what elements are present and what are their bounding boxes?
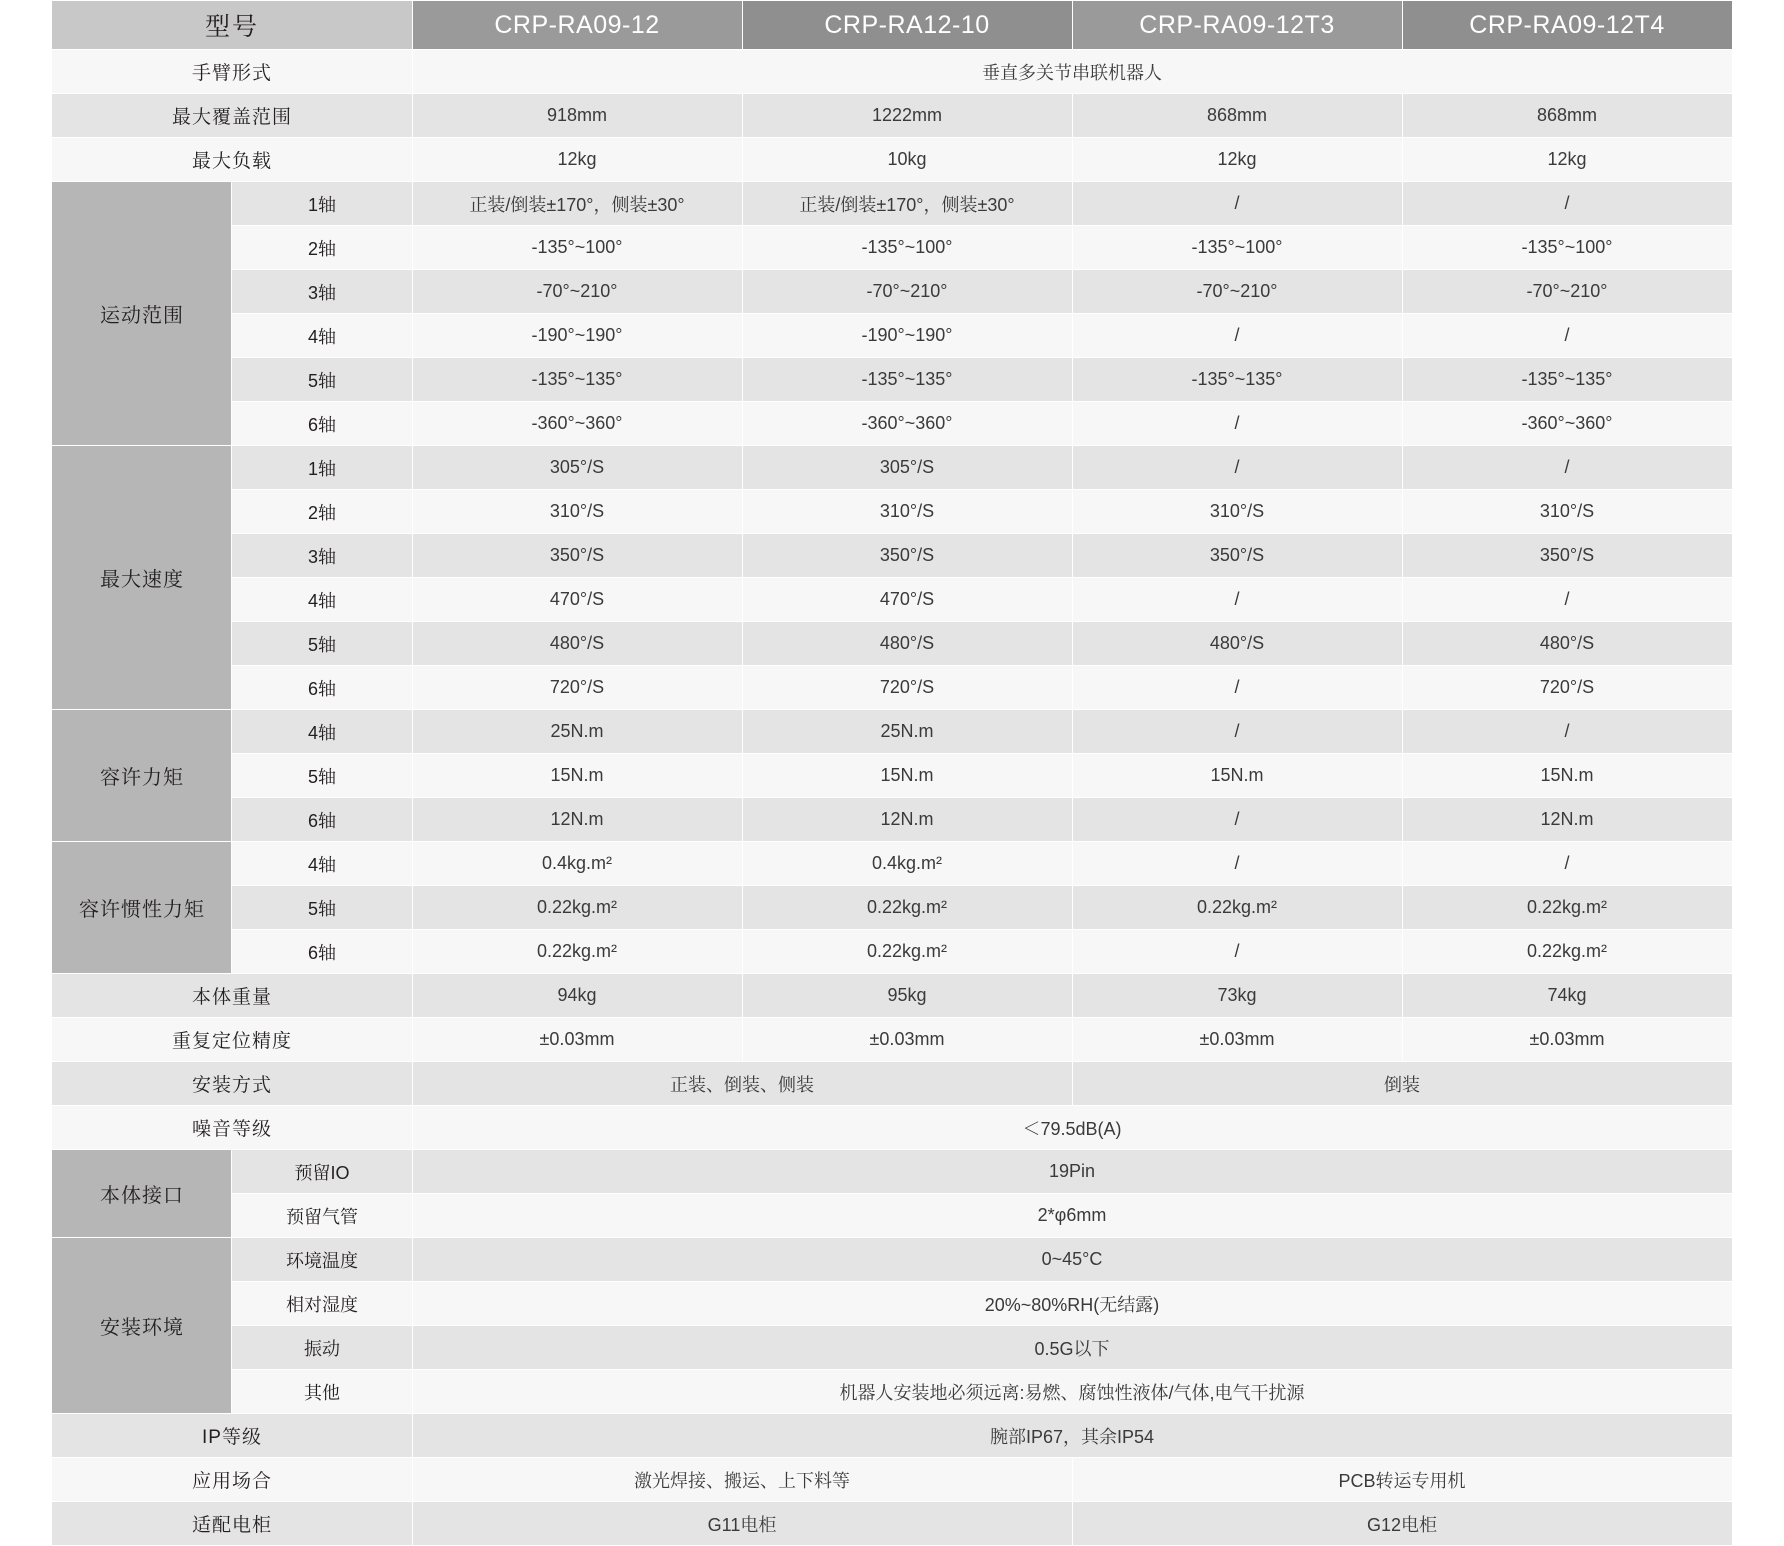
group-label-body-interface: 本体接口 <box>52 1150 232 1238</box>
value-motion-a6-m1: -360°~360° <box>412 402 742 446</box>
table-row <box>52 270 1732 314</box>
value-torque-a6-m4: 12N.m <box>1402 798 1732 842</box>
value-inertia-a5-m1: 0.22kg.m² <box>412 886 742 930</box>
value-motion-a3-m4: -70°~210° <box>1402 270 1732 314</box>
table-row <box>52 1062 1732 1106</box>
value-repeatability-1: ±0.03mm <box>412 1018 742 1062</box>
value-motion-a1-m4: / <box>1402 182 1732 226</box>
value-torque-a5-m2: 15N.m <box>742 754 1072 798</box>
value-motion-a4-m1: -190°~190° <box>412 314 742 358</box>
value-max-payload-3: 12kg <box>1072 138 1402 182</box>
value-inertia-a4-m2: 0.4kg.m² <box>742 842 1072 886</box>
sub-label-inertia-axis-4: 4轴 <box>232 842 412 886</box>
value-application-left: 激光焊接、搬运、上下料等 <box>412 1458 1072 1502</box>
value-max-reach-3: 868mm <box>1072 94 1402 138</box>
sub-label-speed-axis-5: 5轴 <box>232 622 412 666</box>
value-speed-a5-m2: 480°/S <box>742 622 1072 666</box>
value-speed-a6-m2: 720°/S <box>742 666 1072 710</box>
value-motion-a6-m2: -360°~360° <box>742 402 1072 446</box>
value-torque-a4-m3: / <box>1072 710 1402 754</box>
row-label-application: 应用场合 <box>52 1458 412 1502</box>
value-motion-a6-m4: -360°~360° <box>1402 402 1732 446</box>
value-speed-a4-m2: 470°/S <box>742 578 1072 622</box>
sub-label-motion-axis-6: 6轴 <box>232 402 412 446</box>
row-label-ip-rating: IP等级 <box>52 1414 412 1458</box>
sub-label-speed-axis-4: 4轴 <box>232 578 412 622</box>
row-label-cabinet: 适配电柜 <box>52 1502 412 1546</box>
value-noise-all: ＜79.5dB(A) <box>412 1106 1732 1150</box>
value-motion-a4-m2: -190°~190° <box>742 314 1072 358</box>
table-row <box>52 182 1732 226</box>
value-torque-a5-m4: 15N.m <box>1402 754 1732 798</box>
table-row <box>52 1150 1732 1194</box>
value-repeatability-4: ±0.03mm <box>1402 1018 1732 1062</box>
table-row <box>52 446 1732 490</box>
value-ip-rating-all: 腕部IP67，其余IP54 <box>412 1414 1732 1458</box>
value-torque-a5-m1: 15N.m <box>412 754 742 798</box>
table-row <box>52 358 1732 402</box>
table-row <box>52 974 1732 1018</box>
value-max-reach-4: 868mm <box>1402 94 1732 138</box>
table-row <box>52 1458 1732 1502</box>
value-inertia-a4-m1: 0.4kg.m² <box>412 842 742 886</box>
value-speed-a4-m3: / <box>1072 578 1402 622</box>
table-row <box>52 930 1732 974</box>
table-row <box>52 754 1732 798</box>
value-torque-a4-m1: 25N.m <box>412 710 742 754</box>
value-motion-a2-m4: -135°~100° <box>1402 226 1732 270</box>
header-model-3: CRP-RA09-12T3 <box>1072 1 1402 50</box>
sub-label-motion-axis-5: 5轴 <box>232 358 412 402</box>
value-ambient-temperature: 0~45°C <box>412 1238 1732 1282</box>
value-motion-a6-m3: / <box>1072 402 1402 446</box>
row-label-max-reach: 最大覆盖范围 <box>52 94 412 138</box>
value-motion-a5-m4: -135°~135° <box>1402 358 1732 402</box>
sub-label-speed-axis-2: 2轴 <box>232 490 412 534</box>
sub-label-inertia-axis-6: 6轴 <box>232 930 412 974</box>
value-speed-a5-m3: 480°/S <box>1072 622 1402 666</box>
sub-label-motion-axis-3: 3轴 <box>232 270 412 314</box>
table-row <box>52 1194 1732 1238</box>
value-motion-a1-m1: 正装/倒装±170°，侧装±30° <box>412 182 742 226</box>
value-motion-a3-m3: -70°~210° <box>1072 270 1402 314</box>
value-speed-a6-m4: 720°/S <box>1402 666 1732 710</box>
value-speed-a2-m4: 310°/S <box>1402 490 1732 534</box>
value-body-weight-3: 73kg <box>1072 974 1402 1018</box>
value-speed-a6-m3: / <box>1072 666 1402 710</box>
table-row <box>52 1414 1732 1458</box>
value-speed-a5-m4: 480°/S <box>1402 622 1732 666</box>
sub-label-speed-axis-6: 6轴 <box>232 666 412 710</box>
value-motion-a5-m1: -135°~135° <box>412 358 742 402</box>
value-inertia-a5-m2: 0.22kg.m² <box>742 886 1072 930</box>
group-label-max-speed: 最大速度 <box>52 446 232 710</box>
value-repeatability-2: ±0.03mm <box>742 1018 1072 1062</box>
table-row <box>52 402 1732 446</box>
sub-label-speed-axis-1: 1轴 <box>232 446 412 490</box>
sub-label-inertia-axis-5: 5轴 <box>232 886 412 930</box>
value-speed-a1-m3: / <box>1072 446 1402 490</box>
table-row <box>52 578 1732 622</box>
value-speed-a6-m1: 720°/S <box>412 666 742 710</box>
value-max-reach-2: 1222mm <box>742 94 1072 138</box>
value-body-weight-1: 94kg <box>412 974 742 1018</box>
value-torque-a6-m1: 12N.m <box>412 798 742 842</box>
value-speed-a2-m2: 310°/S <box>742 490 1072 534</box>
value-motion-a1-m3: / <box>1072 182 1402 226</box>
value-mounting-left: 正装、倒装、侧装 <box>412 1062 1072 1106</box>
value-torque-a4-m2: 25N.m <box>742 710 1072 754</box>
value-relative-humidity: 20%~80%RH(无结露) <box>412 1282 1732 1326</box>
value-speed-a4-m4: / <box>1402 578 1732 622</box>
value-torque-a6-m2: 12N.m <box>742 798 1072 842</box>
table-row <box>52 1018 1732 1062</box>
sub-label-reserved-io: 预留IO <box>232 1150 412 1194</box>
group-label-install-env: 安装环境 <box>52 1238 232 1414</box>
value-max-payload-2: 10kg <box>742 138 1072 182</box>
table-row <box>52 1282 1732 1326</box>
table-row <box>52 226 1732 270</box>
value-motion-a1-m2: 正装/倒装±170°，侧装±30° <box>742 182 1072 226</box>
table-row <box>52 534 1732 578</box>
sub-label-torque-axis-5: 5轴 <box>232 754 412 798</box>
table-row <box>52 710 1732 754</box>
value-other: 机器人安装地必须远离:易燃、腐蚀性液体/气体,电气干扰源 <box>412 1370 1732 1414</box>
value-speed-a1-m4: / <box>1402 446 1732 490</box>
value-speed-a1-m2: 305°/S <box>742 446 1072 490</box>
group-label-motion-range: 运动范围 <box>52 182 232 446</box>
table-row <box>52 490 1732 534</box>
value-speed-a3-m2: 350°/S <box>742 534 1072 578</box>
value-vibration: 0.5G以下 <box>412 1326 1732 1370</box>
row-label-noise: 噪音等级 <box>52 1106 412 1150</box>
sub-label-reserved-air-tube: 预留气管 <box>232 1194 412 1238</box>
value-motion-a4-m4: / <box>1402 314 1732 358</box>
value-cabinet-left: G11电柜 <box>412 1502 1072 1546</box>
header-label: 型号 <box>52 1 412 50</box>
table-row <box>52 666 1732 710</box>
value-arm-type-all: 垂直多关节串联机器人 <box>412 50 1732 94</box>
value-speed-a2-m3: 310°/S <box>1072 490 1402 534</box>
group-label-allowable-torque: 容许力矩 <box>52 710 232 842</box>
sub-label-speed-axis-3: 3轴 <box>232 534 412 578</box>
value-inertia-a5-m4: 0.22kg.m² <box>1402 886 1732 930</box>
value-inertia-a5-m3: 0.22kg.m² <box>1072 886 1402 930</box>
value-inertia-a4-m3: / <box>1072 842 1402 886</box>
value-motion-a2-m2: -135°~100° <box>742 226 1072 270</box>
sub-label-torque-axis-6: 6轴 <box>232 798 412 842</box>
value-speed-a4-m1: 470°/S <box>412 578 742 622</box>
sub-label-relative-humidity: 相对湿度 <box>232 1282 412 1326</box>
value-application-right: PCB转运专用机 <box>1072 1458 1732 1502</box>
table-row <box>52 1370 1732 1414</box>
value-max-reach-1: 918mm <box>412 94 742 138</box>
value-motion-a4-m3: / <box>1072 314 1402 358</box>
table-header-row <box>52 1 1732 50</box>
table-row <box>52 1326 1732 1370</box>
table-row <box>52 94 1732 138</box>
sub-label-other: 其他 <box>232 1370 412 1414</box>
value-motion-a2-m1: -135°~100° <box>412 226 742 270</box>
sub-label-motion-axis-4: 4轴 <box>232 314 412 358</box>
value-reserved-io: 19Pin <box>412 1150 1732 1194</box>
value-motion-a5-m2: -135°~135° <box>742 358 1072 402</box>
row-label-max-payload: 最大负载 <box>52 138 412 182</box>
table-row <box>52 842 1732 886</box>
row-label-body-weight: 本体重量 <box>52 974 412 1018</box>
value-mounting-right: 倒装 <box>1072 1062 1732 1106</box>
row-label-mounting: 安装方式 <box>52 1062 412 1106</box>
robot-specification-table <box>51 0 1732 1546</box>
value-cabinet-right: G12电柜 <box>1072 1502 1732 1546</box>
table-row <box>52 886 1732 930</box>
header-model-1: CRP-RA09-12 <box>412 1 742 50</box>
value-inertia-a4-m4: / <box>1402 842 1732 886</box>
sub-label-motion-axis-1: 1轴 <box>232 182 412 226</box>
value-torque-a5-m3: 15N.m <box>1072 754 1402 798</box>
value-max-payload-1: 12kg <box>412 138 742 182</box>
value-motion-a2-m3: -135°~100° <box>1072 226 1402 270</box>
value-speed-a5-m1: 480°/S <box>412 622 742 666</box>
value-inertia-a6-m4: 0.22kg.m² <box>1402 930 1732 974</box>
value-reserved-air-tube: 2*φ6mm <box>412 1194 1732 1238</box>
sub-label-motion-axis-2: 2轴 <box>232 226 412 270</box>
value-speed-a3-m4: 350°/S <box>1402 534 1732 578</box>
value-speed-a3-m3: 350°/S <box>1072 534 1402 578</box>
sub-label-torque-axis-4: 4轴 <box>232 710 412 754</box>
value-torque-a4-m4: / <box>1402 710 1732 754</box>
value-motion-a5-m3: -135°~135° <box>1072 358 1402 402</box>
value-body-weight-2: 95kg <box>742 974 1072 1018</box>
sub-label-ambient-temperature: 环境温度 <box>232 1238 412 1282</box>
value-max-payload-4: 12kg <box>1402 138 1732 182</box>
value-motion-a3-m2: -70°~210° <box>742 270 1072 314</box>
value-speed-a1-m1: 305°/S <box>412 446 742 490</box>
table-row <box>52 1106 1732 1150</box>
group-label-allowable-inertia: 容许惯性力矩 <box>52 842 232 974</box>
value-inertia-a6-m3: / <box>1072 930 1402 974</box>
table-row <box>52 138 1732 182</box>
table-row <box>52 798 1732 842</box>
table-row <box>52 50 1732 94</box>
header-model-2: CRP-RA12-10 <box>742 1 1072 50</box>
value-inertia-a6-m1: 0.22kg.m² <box>412 930 742 974</box>
value-speed-a2-m1: 310°/S <box>412 490 742 534</box>
table-row <box>52 1238 1732 1282</box>
table-row <box>52 314 1732 358</box>
value-torque-a6-m3: / <box>1072 798 1402 842</box>
table-row <box>52 622 1732 666</box>
value-inertia-a6-m2: 0.22kg.m² <box>742 930 1072 974</box>
header-model-4: CRP-RA09-12T4 <box>1402 1 1732 50</box>
value-speed-a3-m1: 350°/S <box>412 534 742 578</box>
row-label-arm-type: 手臂形式 <box>52 50 412 94</box>
value-repeatability-3: ±0.03mm <box>1072 1018 1402 1062</box>
row-label-repeatability: 重复定位精度 <box>52 1018 412 1062</box>
sub-label-vibration: 振动 <box>232 1326 412 1370</box>
value-motion-a3-m1: -70°~210° <box>412 270 742 314</box>
value-body-weight-4: 74kg <box>1402 974 1732 1018</box>
